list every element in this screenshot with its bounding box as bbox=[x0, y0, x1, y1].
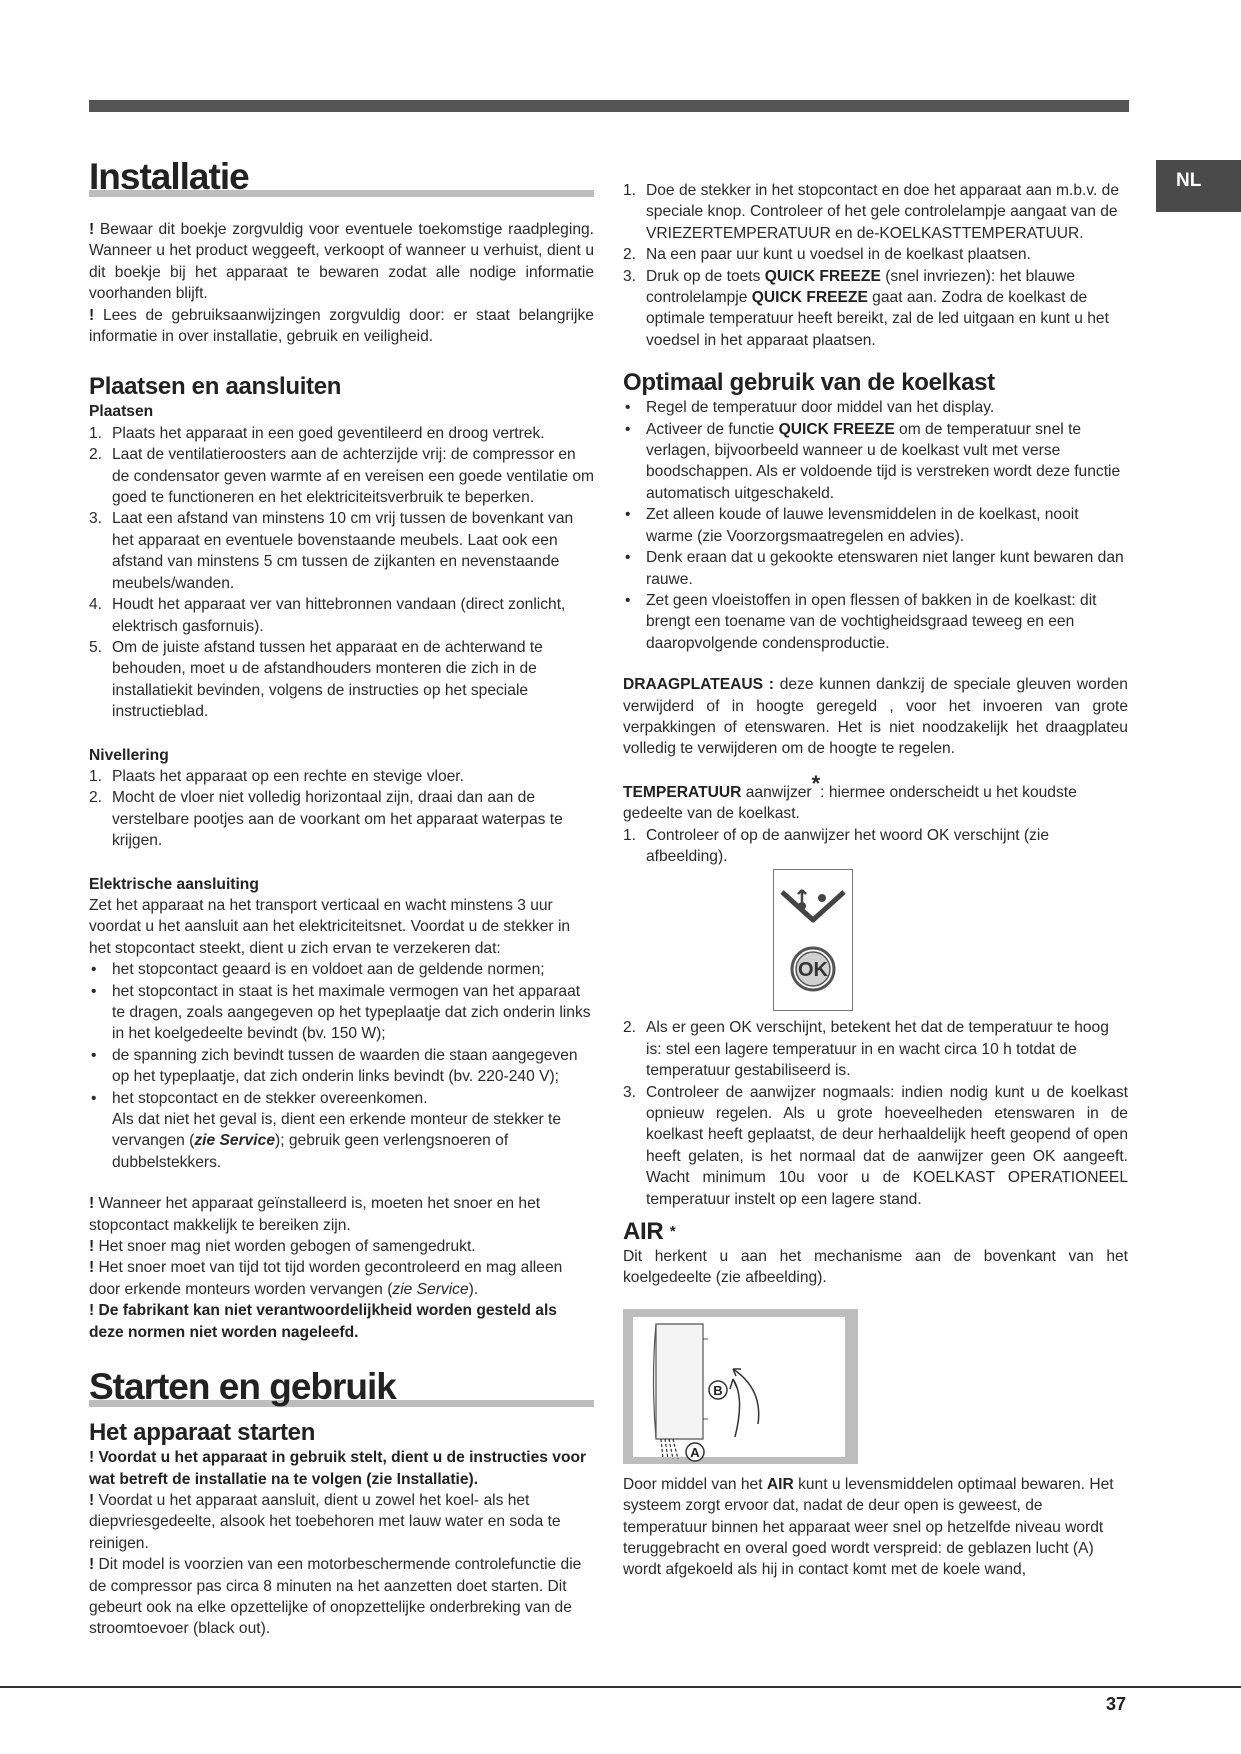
list-item: • het stopcontact en de stekker overeenkomen. bbox=[89, 1088, 594, 1109]
optimaal-list bbox=[623, 397, 1128, 654]
label-a: A bbox=[690, 1444, 700, 1460]
list-item: 3. Druk op de toets QUICK FREEZE (snel invriezen): het blauwe controlelampje QUICK FREEZE gaat aan. Zodra de koelkast de optimale temperatuur heeft bereikt, zal de led uitgaan en kunt u het voedsel in het apparaat plaatsen. bbox=[623, 267, 1109, 349]
ok-indicator-figure bbox=[773, 869, 853, 1011]
installatie-title: Installatie bbox=[89, 156, 249, 197]
thermometer-icon bbox=[774, 870, 852, 1010]
plaatsen-list bbox=[89, 423, 594, 723]
warning-3: ! Het snoer moet van tijd tot tijd worden gecontroleerd en mag alleen door erkende monteurs worden vervangen (zie Service). bbox=[89, 1259, 563, 1298]
air-bottom-paragraph: Door middel van het AIR kunt u levensmiddelen optimaal bewaren. Het systeem zorgt ervoor dat, nadat de deur open is geweest, de temperatuur binnen het apparaat weer snel op hetzelfde niveau wordt teruggebracht en overal goed wordt verspreid: de geblazen lucht (A) wordt afgekoeld als hij in contact komt met de koele wand, bbox=[623, 1475, 1114, 1579]
temperatuur-list-1 bbox=[623, 825, 1128, 868]
warning-1: ! Wanneer het apparaat geïnstalleerd is, moeten het snoer en het stopcontact makkelijk te bereiken zijn. bbox=[89, 1195, 541, 1234]
start-paragraph-1: ! Voordat u het apparaat in gebruik stelt, dient u de instructies voor wat betreft de installatie na te volgen (zie Installatie). bbox=[89, 1449, 587, 1488]
list-item: 3. Controleer de aanwijzer nogmaals: indien nodig kunt u de koelkast opnieuw regelen. Als u grote hoeveelheden etenswaren in de koelkast heeft geplaatst, de deur herhaaldelijk heeft geopend of open heeft gelaten, is het normaal dat de aanwijzer geen OK aangeeft. Wacht minimum 10u voor u de KOELKAST OPERATIONEEL temperatuur instelt op een lagere stand. bbox=[623, 1083, 1128, 1208]
starten-heading-wrap bbox=[89, 1365, 594, 1409]
list-item: • Denk eraan dat u gekookte etenswaren niet langer kunt bewaren dan rauwe. bbox=[623, 547, 1128, 590]
apparaat-starten-title: Het apparaat starten bbox=[89, 1419, 316, 1447]
list-item: • Zet geen vloeistoffen in open flessen of bakken in de koelkast: dit brengt een toename van de vochtigheidsgraad teweeg en een daaropvolgende condensproductie. bbox=[623, 590, 1128, 654]
installatie-heading-wrap bbox=[89, 155, 594, 199]
temperatuur-paragraph: TEMPERATUUR aanwijzer*: hiermee onderscheidt u het koudste gedeelte van de koelkast. bbox=[623, 770, 1077, 823]
page-number: 37 bbox=[1106, 1694, 1127, 1714]
list-item: 1. Controleer of op de aanwijzer het woord OK verschijnt (zie afbeelding). bbox=[623, 826, 1050, 865]
nivellering-list bbox=[89, 766, 594, 852]
list-item: 2. Mocht de vloer niet volledig horizontaal zijn, draai dan aan de verstelbare pootjes aan de voorkant om het apparaat waterpas te krijgen. bbox=[89, 789, 563, 850]
list-item: • de spanning zich bevindt tussen de waarden die staan aangegeven op het typeplaatje, dat zich onderin links bevindt (bv. 220-240 V); bbox=[89, 1045, 594, 1088]
right-column bbox=[623, 180, 1128, 1581]
air-title: AIR * bbox=[623, 1218, 676, 1246]
elektrisch-subheading: Elektrische aansluiting bbox=[89, 875, 259, 893]
label-b: B bbox=[713, 1382, 723, 1398]
list-item: 1. Plaats het apparaat in een goed geventileerd en droog vertrek. bbox=[89, 424, 545, 442]
list-item: 1. Plaats het apparaat op een rechte en stevige vloer. bbox=[89, 767, 464, 785]
starten-title: Starten en gebruik bbox=[89, 1366, 396, 1408]
list-item: 3. Laat een afstand van minstens 10 cm vrij tussen de bovenkant van het apparaat en eventuele bovenstaande meubels. Laat ook een afstand van minstens 5 cm tussen de zijkanten en nevenstaande meubels/wanden. bbox=[89, 510, 574, 592]
plaatsen-subheading: Plaatsen bbox=[89, 403, 154, 421]
plaatsen-aansluiten-title: Plaatsen en aansluiten bbox=[89, 373, 342, 401]
list-item: 2. Als er geen OK verschijnt, betekent het dat de temperatuur te hoog is: stel een lagere temperatuur in en wacht circa 10 h totdat de temperatuur gestabiliseerd is. bbox=[623, 1019, 1109, 1080]
air-diagram bbox=[623, 1309, 858, 1464]
list-item: • Zet alleen koude of lauwe levensmiddelen in de koelkast, nooit warme (zie Voorzorgsmaatregelen en advies). bbox=[623, 504, 1128, 547]
list-item: • het stopcontact in staat is het maximale vermogen van het apparaat te dragen, zoals aangegeven op het typeplaatje dat zich onderin links in het koelgedeelte bevindt (bv. 150 W); bbox=[89, 981, 594, 1045]
start-paragraph-3: ! Dit model is voorzien van een motorbeschermende controlefunctie die de compressor pas circa 8 minuten na het aanzetten doet starten. Dit gebeurt ook na elke opzettelijke of onopzettelijke onderbreking van de stroomtoevoer (black out). bbox=[89, 1556, 582, 1638]
start-step-3 bbox=[623, 266, 1128, 352]
list-item: • het stopcontact geaard is en voldoet aan de geldende normen; bbox=[89, 959, 594, 980]
nivellering-subheading: Nivellering bbox=[89, 746, 169, 764]
language-tab: NL bbox=[1156, 160, 1241, 212]
list-item: 4. Houdt het apparaat ver van hittebronnen vandaan (direct zonlicht, elektrisch gasfornuis). bbox=[89, 596, 566, 635]
left-column bbox=[89, 155, 594, 1640]
warning-4: ! De fabrikant kan niet verantwoordelijkheid worden gesteld als deze normen niet worden nageleefd. bbox=[89, 1302, 557, 1341]
list-item: 2. Laat de ventilatieroosters aan de achterzijde vrij: de compressor en de condensator geven warmte af en vereisen een goede ventilatie om goed te functioneren en het elektriciteitsverbruik te beperken. bbox=[89, 446, 594, 507]
list-item: 1. Doe de stekker in het stopcontact en doe het apparaat aan m.b.v. de speciale knop. Controleer of het gele controlelampje aangaat van de VRIEZERTEMPERATUUR en de-KOELKASTTEMPERATUUR. bbox=[623, 182, 1120, 242]
list-item: 5. Om de juiste afstand tussen het apparaat en de achterwand te behouden, moet u de afstandhouders monteren die zich in de installatiekit bevinden, volgens de instructies op het speciale instructieblad. bbox=[89, 638, 543, 721]
list-item: 2. Na een paar uur kunt u voedsel in de koelkast plaatsen. bbox=[623, 246, 1031, 264]
list-item: • Activeer de functie QUICK FREEZE om de temperatuur snel te verlagen, bijvoorbeeld wanneer u de koelkast vult met verse boodschappen. Als er voldoende tijd is verstreken wordt deze functie automatisch uitgeschakeld. bbox=[623, 419, 1128, 505]
header-rule bbox=[89, 100, 1129, 112]
list-item: • Regel de temperatuur door middel van het display. bbox=[623, 397, 1128, 418]
elektrisch-extra: Als dat niet het geval is, dient een erkende monteur de stekker te vervangen (zie Service); gebruik geen verlengsnoeren of dubbelstekkers. bbox=[112, 1111, 562, 1171]
optimaal-title: Optimaal gebruik van de koelkast bbox=[623, 369, 995, 397]
start-paragraph-2: ! Voordat u het apparaat aansluit, dient u zowel het koel- als het diepvriesgedeelte, alsook het toebehoren met lauw water en soda te reinigen. bbox=[89, 1491, 561, 1552]
intro-paragraph-2: ! Lees de gebruiksaanwijzingen zorgvuldig door: er staat belangrijke informatie in over installatie, gebruik en veiligheid. bbox=[89, 306, 594, 346]
air-illustration bbox=[623, 1309, 858, 1464]
ok-label: OK bbox=[798, 959, 828, 982]
elektrisch-list bbox=[89, 959, 594, 1109]
air-paragraph: Dit herkent u aan het mechanisme aan de bovenkant van het koelgedeelte (zie afbeelding). bbox=[623, 1248, 1128, 1287]
footer-rule bbox=[0, 1686, 1241, 1688]
start-steps-list bbox=[623, 180, 1128, 266]
warning-2: ! Het snoer mag niet worden gebogen of samengedrukt. bbox=[89, 1238, 476, 1256]
draagplateaus-paragraph: DRAAGPLATEAUS : deze kunnen dankzij de speciale gleuven worden verwijderd of in hoogte geregeld , voor het invoeren van grote verpakkingen of etenswaren. Het is niet noodzakelijk het draagplateu volledig te verwijderen om de hoogte te regelen. bbox=[623, 676, 1128, 758]
elektrisch-intro: Zet het apparaat na het transport verticaal en wacht minstens 3 uur voordat u het aansluit aan het elektriciteitsnet. Voordat u de stekker in het stopcontact steekt, dient u zich ervan te verzekeren dat: bbox=[89, 896, 571, 957]
temperatuur-list-2 bbox=[623, 1017, 1128, 1210]
intro-paragraph-1: ! Bewaar dit boekje zorgvuldig voor eventuele toekomstige raadpleging. Wanneer u het product weggeeft, verkoopt of wanneer u verhuist, dient u dit boekje bij het apparaat te bewaren zodat alle nodige informatie voorhanden blijft. bbox=[89, 221, 594, 303]
